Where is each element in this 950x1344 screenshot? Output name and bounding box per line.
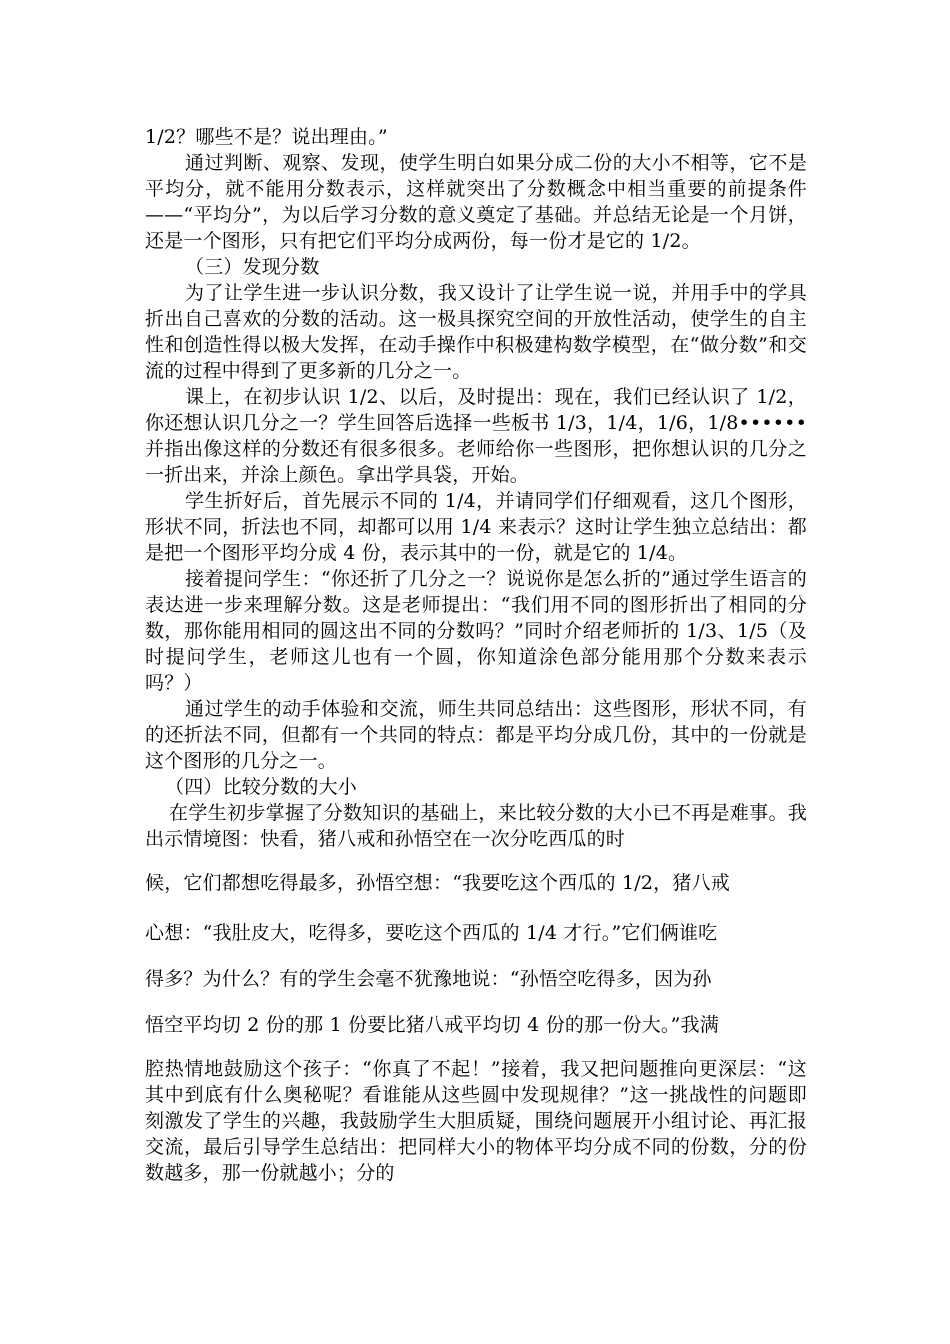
section-heading-3: （三）发现分数	[185, 256, 320, 278]
section-heading-4: （四）比较分数的大小	[165, 776, 358, 798]
document-body	[145, 124, 807, 1186]
paragraph-summary: 通过学生的动手体验和交流，师生共同总结出：这些图形，形状不同，有的还折法不同，但都有一个共同的特点：都是平均分成几份，其中的一份就是这个图形的几分之一。	[145, 698, 807, 772]
paragraph-continuation: 1/2？哪些不是？说出理由。”	[145, 126, 388, 148]
paragraph-line-2: 心想：“我肚皮大，吃得多，要吃这个西瓜的 1/4 才行。”它们俩谁吃	[145, 922, 718, 944]
paragraph-line-4: 悟空平均切 2 份的那 1 份要比猪八戒平均切 4 份的那一份大。”我满	[145, 1014, 719, 1036]
paragraph-discover-fractions: 为了让学生进一步认识分数，我又设计了让学生说一说，并用手中的学具折出自己喜欢的分数的活动。这一极具探究空间的开放性活动，使学生的自主性和创造性得以极大发挥，在动手操作中积极建构数学模型，在“做分数”和交流的过程中得到了更多新的几分之一。	[145, 282, 807, 382]
paragraph-judge-observe: 通过判断、观察、发现，使学生明白如果分成二份的大小不相等，它不是平均分，就不能用分数表示，这样就突出了分数概念中相当重要的前提条件——“平均分”，为以后学习分数的意义奠定了基础。并总结无论是一个月饼，还是一个图形，只有把它们平均分成两份，每一份才是它的 1/2。	[145, 152, 807, 252]
paragraph-ask-students: 接着提问学生：“你还折了几分之一？说说你是怎么折的”通过学生语言的表达进一步来理解分数。这是老师提出：“我们用不同的图形折出了相同的分数，那你能用相同的圆这出不同的分数吗？”同时介绍老师折的 1/3、1/5（及时提问学生，老师这儿也有一个圆，你知道涂色部分能用那个分数来表示吗？）	[145, 568, 807, 694]
paragraph-line-3: 得多？为什么？有的学生会毫不犹豫地说：“孙悟空吃得多，因为孙	[145, 968, 712, 990]
paragraph-class-activity: 课上，在初步认识 1/2、以后，及时提出：现在，我们已经认识了 1/2，你还想认识几分之一？学生回答后选择一些板书 1/3，1/4，1/6，1/8••••••并指出像这样的分数还有很多很多。老师给你一些图形，把你想认识的几分之一折出来，并涂上颜色。拿出学具袋，开始。	[145, 386, 807, 486]
paragraph-show-quarters: 学生折好后，首先展示不同的 1/4，并请同学们仔细观看，这几个图形，形状不同，折法也不同，却都可以用 1/4 来表示？这时让学生独立总结出：都是把一个图形平均分成 4 份，表示其中的一份，就是它的 1/4。	[145, 490, 807, 564]
paragraph-line-1: 候，它们都想吃得最多，孙悟空想：“我要吃这个西瓜的 1/2，猪八戒	[145, 872, 730, 894]
paragraph-conclusion: 腔热情地鼓励这个孩子：“你真了不起！”接着，我又把问题推向更深层：“这其中到底有什么奥秘呢？看谁能从这些圆中发现规律？”这一挑战性的问题即刻激发了学生的兴趣，我鼓励学生大胆质疑，围绕问题展开小组讨论、再汇报交流，最后引导学生总结出：把同样大小的物体平均分成不同的份数，分的份数越多，那一份就越小；分的	[145, 1058, 807, 1184]
paragraph-compare-intro: 在学生初步掌握了分数知识的基础上，来比较分数的大小已不再是难事。我出示情境图：快看，猪八戒和孙悟空在一次分吃西瓜的时	[145, 802, 807, 850]
